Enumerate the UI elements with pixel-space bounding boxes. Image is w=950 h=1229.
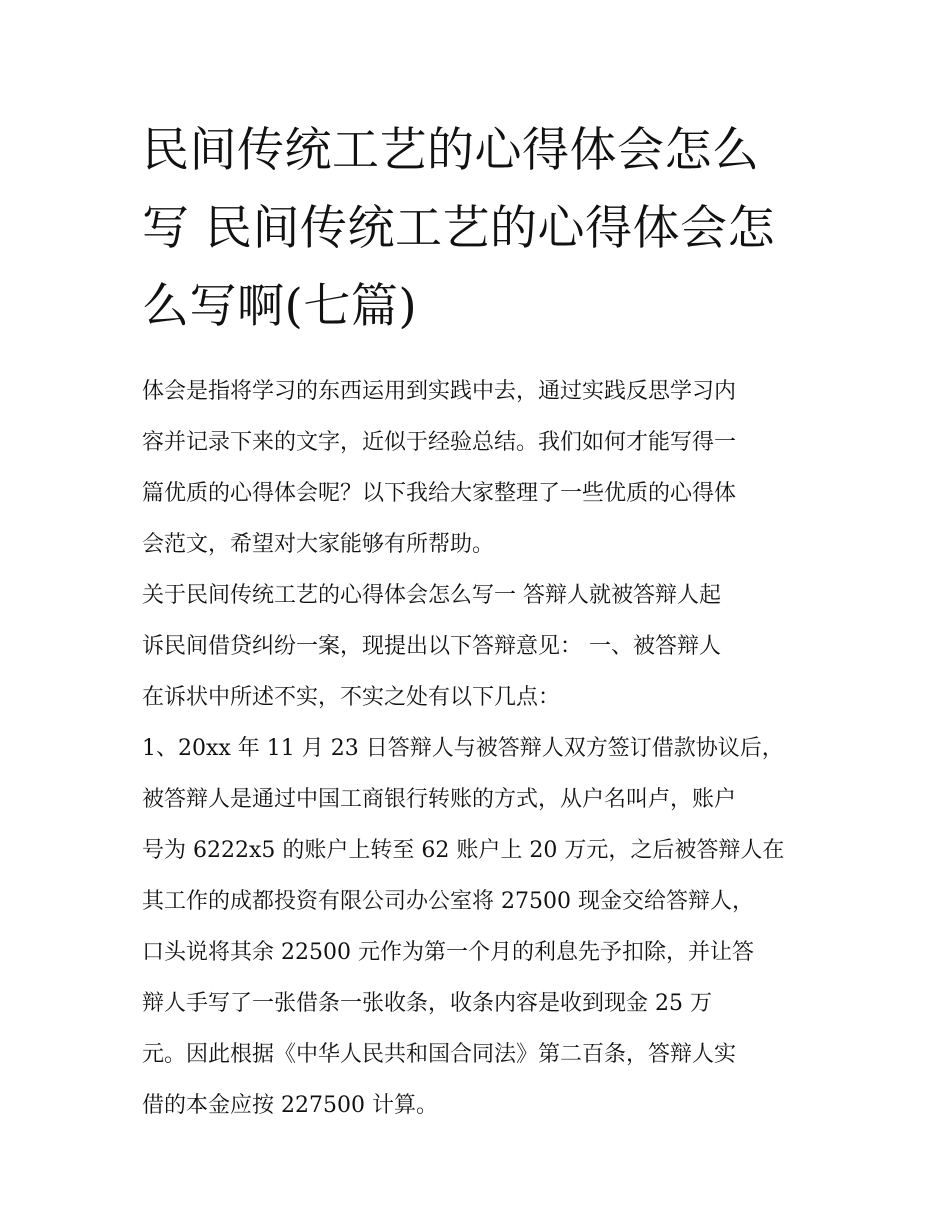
paragraph-section-one: 关于民间传统工艺的心得体会怎么写一 答辩人就被答辩人起 诉民间借贷纠纷一案，现提出以下答辩意见： 一、被答辩人 在诉状中所述不实，不实之处有以下几点： <box>142 583 721 710</box>
document-title: 民间传统工艺的心得体会怎么 写 民间传统工艺的心得体会怎 么写啊(七篇) <box>142 123 775 334</box>
document-page <box>142 112 814 1131</box>
paragraph-point-one: 1、20xx 年 11 月 23 日答辩人与被答辩人双方签订借款协议后， 被答辩人是通过中国工商银行转账的方式，从户名叫卢，账户 号为 6222x5 的账户上转至 62 账户上 20 万元，之后被答辩人在 其工作的成都投资有限公司办公室将 27500 现金交给答辩人， 口头说将其余 22500 元作为第一个月的利息先予扣除，并让答 辩人手写了一张借条一张收条，收条内容是收到现金 25 万 元。因此根据《中华人民共和国合同法》第二百条，答辩人实 借的本金应按 227500 计算。 <box>142 736 785 1118</box>
paragraph-intro: 体会是指将学习的东西运用到实践中去，通过实践反思学习内 容并记录下来的文字，近似于经验总结。我们如何才能写得一 篇优质的心得体会呢？以下我给大家整理了一些优质的心得体 会范文，希望对大家能够有所帮助。 <box>142 379 737 557</box>
